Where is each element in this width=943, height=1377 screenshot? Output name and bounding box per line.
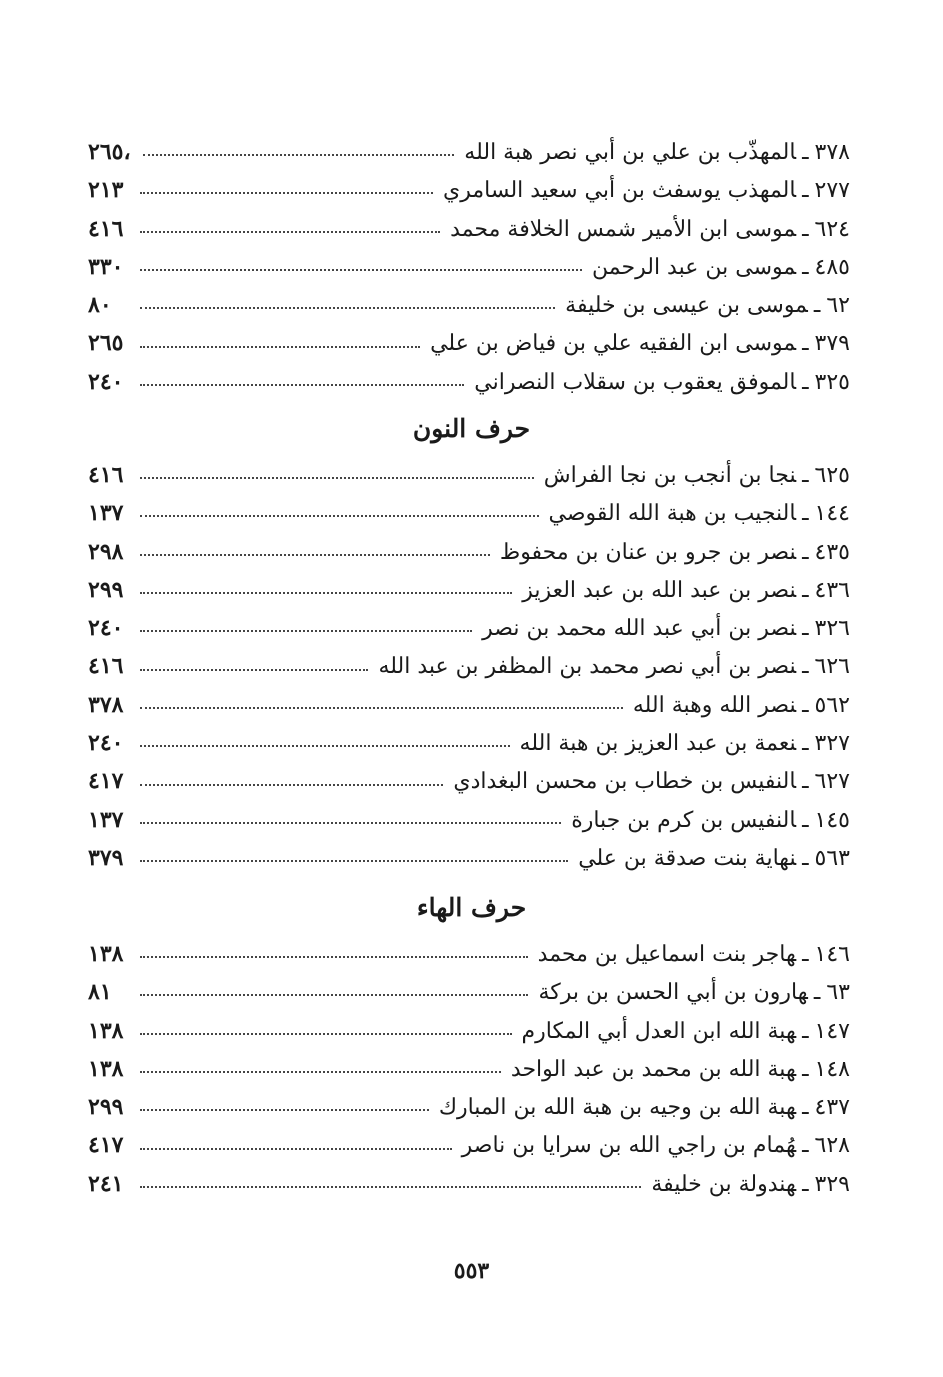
entry-name: نصر بن عبد الله بن عبد العزيز xyxy=(522,577,797,603)
entry-name: هارون بن أبي الحسن بن بركة xyxy=(538,980,808,1006)
entry-page: ٣٣٠ xyxy=(88,253,124,280)
entry-page: ١٣٧ xyxy=(88,806,124,833)
dot-leader xyxy=(140,707,623,709)
entry-number: ٢٧٧ xyxy=(814,178,850,204)
dot-leader xyxy=(140,231,440,233)
entry-number: ٦٢٥ xyxy=(814,463,850,488)
dot-leader xyxy=(140,346,420,348)
entry-name: النفيس بن خطاب بن محسن البغدادي xyxy=(453,769,797,795)
entry-name: نصر بن جرو بن عنان بن محفوظ xyxy=(499,539,797,565)
index-entry xyxy=(88,456,850,494)
entry-separator: ـ xyxy=(802,1056,809,1082)
entry-number: ٦٢٧ xyxy=(814,769,850,795)
entry-number: ٣٢٧ xyxy=(814,731,850,757)
index-entry xyxy=(88,494,850,532)
dot-leader xyxy=(140,822,561,824)
entry-separator: ـ xyxy=(802,140,809,165)
entry-number: ٣٧٨ xyxy=(814,140,850,165)
entry-page: ٣٧٩ xyxy=(88,844,124,871)
entry-page: ٨١ xyxy=(88,979,112,1006)
entry-name: المهذب يوسفث بن أبي سعيد السامري xyxy=(442,178,797,204)
dot-leader xyxy=(140,860,568,862)
index-entry xyxy=(88,1050,850,1088)
entry-number: ١٤٧ xyxy=(814,1018,850,1044)
entry-name: هبة الله بن محمد بن عبد الواحد xyxy=(510,1056,797,1082)
entry-separator: ـ xyxy=(802,769,809,795)
entry-separator: ـ xyxy=(802,254,809,280)
entry-number: ١٤٦ xyxy=(814,942,850,967)
entry-page: ٤١٦ xyxy=(88,462,124,488)
entry-page: ٢٤٠ xyxy=(88,615,124,642)
index-entry xyxy=(88,839,850,877)
entry-number: ٣٢٥ xyxy=(814,369,850,395)
entry-name: الموفق يعقوب بن سقلاب النصراني xyxy=(474,369,797,395)
entry-number: ٣٢٩ xyxy=(814,1171,850,1197)
index-entry xyxy=(88,571,850,609)
entry-page: ٢٩٨ xyxy=(88,538,124,565)
index-entry xyxy=(88,609,850,647)
dot-leader xyxy=(140,994,528,996)
entry-name: موسى ابن الأمير شمس الخلافة محمد xyxy=(450,216,797,242)
entry-name: هاجر بنت اسماعيل بن محمد xyxy=(537,942,797,967)
dot-leader xyxy=(140,192,433,194)
entry-name: هبة الله ابن العدل أبي المكارم xyxy=(521,1018,797,1044)
entry-separator: ـ xyxy=(813,980,821,1006)
index-entry xyxy=(88,133,850,171)
entry-separator: ـ xyxy=(802,1171,809,1197)
entry-name: النجيب بن هبة الله القوصي xyxy=(548,501,797,527)
entry-separator: ـ xyxy=(802,539,809,565)
index-entry xyxy=(88,1088,850,1126)
index-entry xyxy=(88,533,850,571)
index-entry xyxy=(88,248,850,286)
entry-separator: ـ xyxy=(802,501,809,527)
entry-page: ٨٠ xyxy=(88,292,112,319)
entry-page: ٤١٧ xyxy=(88,1132,124,1159)
index-entry xyxy=(88,935,850,973)
dot-leader xyxy=(140,784,443,786)
index-entry xyxy=(88,1126,850,1164)
entry-separator: ـ xyxy=(802,654,809,680)
section-m-list xyxy=(88,133,850,401)
entry-page: ٤١٦ xyxy=(88,653,124,680)
dot-leader xyxy=(140,477,534,479)
dot-leader xyxy=(140,1186,641,1188)
entry-number: ٣٧٩ xyxy=(814,331,850,357)
entry-separator: ـ xyxy=(802,731,809,757)
page-number: ٥٥٣ xyxy=(453,1258,490,1284)
entry-separator: ـ xyxy=(802,692,809,718)
entry-name: هبة الله بن وجيه بن هبة الله بن المبارك xyxy=(438,1095,797,1121)
entry-separator: ـ xyxy=(802,463,809,488)
entry-page: ٢٩٩ xyxy=(88,576,124,603)
index-entry xyxy=(88,762,850,800)
entry-name: نصر الله وهبة الله xyxy=(632,692,797,718)
section-h-list xyxy=(88,935,850,1203)
entry-name: نصر بن أبي نصر محمد بن المظفر بن عبد الله xyxy=(378,654,797,680)
dot-leader xyxy=(140,956,528,958)
entry-page: ٣٧٨ xyxy=(88,691,124,718)
entry-name: موسى ابن الفقيه علي بن فياض بن علي xyxy=(430,331,797,357)
entry-separator: ـ xyxy=(802,616,809,642)
entry-number: ٦٣ xyxy=(826,980,850,1006)
entry-separator: ـ xyxy=(802,369,809,395)
dot-leader xyxy=(140,592,512,594)
entry-number: ٦٢٦ xyxy=(814,654,850,680)
entry-number: ٤٨٥ xyxy=(814,254,850,280)
entry-separator: ـ xyxy=(802,331,809,357)
entry-separator: ـ xyxy=(802,178,809,204)
dot-leader xyxy=(143,154,455,156)
entry-name: نصر بن أبي عبد الله محمد بن نصر xyxy=(482,616,797,642)
entry-separator: ـ xyxy=(802,1095,809,1121)
entry-name: نجا بن أنجب بن نجا الفراش xyxy=(543,463,797,488)
entry-page: ٢١٣ xyxy=(88,177,124,204)
index-entry xyxy=(88,973,850,1011)
section-heading-ha: حرف الهاء xyxy=(416,893,527,922)
entry-separator: ـ xyxy=(802,1018,809,1044)
index-entry xyxy=(88,647,850,685)
entry-separator: ـ xyxy=(813,293,821,319)
entry-separator: ـ xyxy=(802,942,809,967)
entry-separator: ـ xyxy=(802,807,809,833)
entry-page: ١٣٨ xyxy=(88,1055,124,1082)
entry-number: ٤٣٥ xyxy=(814,539,850,565)
dot-leader xyxy=(140,307,555,309)
index-entry xyxy=(88,686,850,724)
entry-number: ٥٦٣ xyxy=(814,845,850,871)
dot-leader xyxy=(140,745,510,747)
entry-separator: ـ xyxy=(802,845,809,871)
entry-name: موسى بن عبد الرحمن xyxy=(592,254,797,280)
entry-separator: ـ xyxy=(802,216,809,242)
entry-page: ٢٦٥، xyxy=(88,139,131,165)
dot-leader xyxy=(140,384,464,386)
index-entry xyxy=(88,724,850,762)
dot-leader xyxy=(140,269,582,271)
entry-name: هندولة بن خليفة xyxy=(651,1171,797,1197)
entry-page: ٤١٧ xyxy=(88,768,124,795)
index-entry xyxy=(88,1012,850,1050)
entry-number: ١٤٨ xyxy=(814,1056,850,1082)
entry-page: ٢٩٩ xyxy=(88,1094,124,1121)
entry-page: ٢٤٠ xyxy=(88,368,124,395)
entry-page: ١٣٧ xyxy=(88,500,124,527)
entry-number: ٦٢٤ xyxy=(814,216,850,242)
entry-page: ١٣٨ xyxy=(88,941,124,967)
dot-leader xyxy=(140,1071,501,1073)
section-n-list xyxy=(88,456,850,877)
dot-leader xyxy=(140,669,368,671)
entry-page: ١٣٨ xyxy=(88,1017,124,1044)
entry-number: ٥٦٢ xyxy=(814,692,850,718)
entry-number: ٦٢ xyxy=(826,293,850,319)
entry-page: ٢٤٠ xyxy=(88,730,124,757)
entry-page: ٢٤١ xyxy=(88,1170,124,1197)
entry-number: ١٤٤ xyxy=(814,501,850,527)
dot-leader xyxy=(140,1148,452,1150)
dot-leader xyxy=(140,554,490,556)
index-entry xyxy=(88,801,850,839)
entry-separator: ـ xyxy=(802,577,809,603)
entry-number: ٤٣٧ xyxy=(814,1095,850,1121)
entry-name: المهذّب بن علي بن أبي نصر هبة الله xyxy=(464,140,797,165)
section-heading-nun: حرف النون xyxy=(412,414,531,443)
index-entry xyxy=(88,324,850,362)
entry-page: ٢٦٥ xyxy=(88,330,124,357)
entry-number: ٦٢٨ xyxy=(814,1133,850,1159)
entry-name: نعمة بن عبد العزيز بن هبة الله xyxy=(519,731,797,757)
entry-number: ٤٣٦ xyxy=(814,577,850,603)
entry-number: ٣٢٦ xyxy=(814,616,850,642)
index-entry xyxy=(88,1165,850,1203)
entry-name: نهاية بنت صدقة بن علي xyxy=(578,845,797,871)
dot-leader xyxy=(140,515,539,517)
entry-name: النفيس بن كرم بن جبارة xyxy=(571,807,797,833)
index-entry xyxy=(88,363,850,401)
entry-separator: ـ xyxy=(802,1133,809,1159)
dot-leader xyxy=(140,1109,429,1111)
entry-number: ١٤٥ xyxy=(814,807,850,833)
dot-leader xyxy=(140,1033,512,1035)
dot-leader xyxy=(140,630,472,632)
entry-page: ٤١٦ xyxy=(88,215,124,242)
index-entry xyxy=(88,286,850,324)
index-entry xyxy=(88,171,850,209)
index-entry xyxy=(88,210,850,248)
entry-name: موسى بن عيسى بن خليفة xyxy=(565,293,808,319)
entry-name: هُمام بن راجي الله بن سرايا بن ناصر xyxy=(461,1133,797,1159)
